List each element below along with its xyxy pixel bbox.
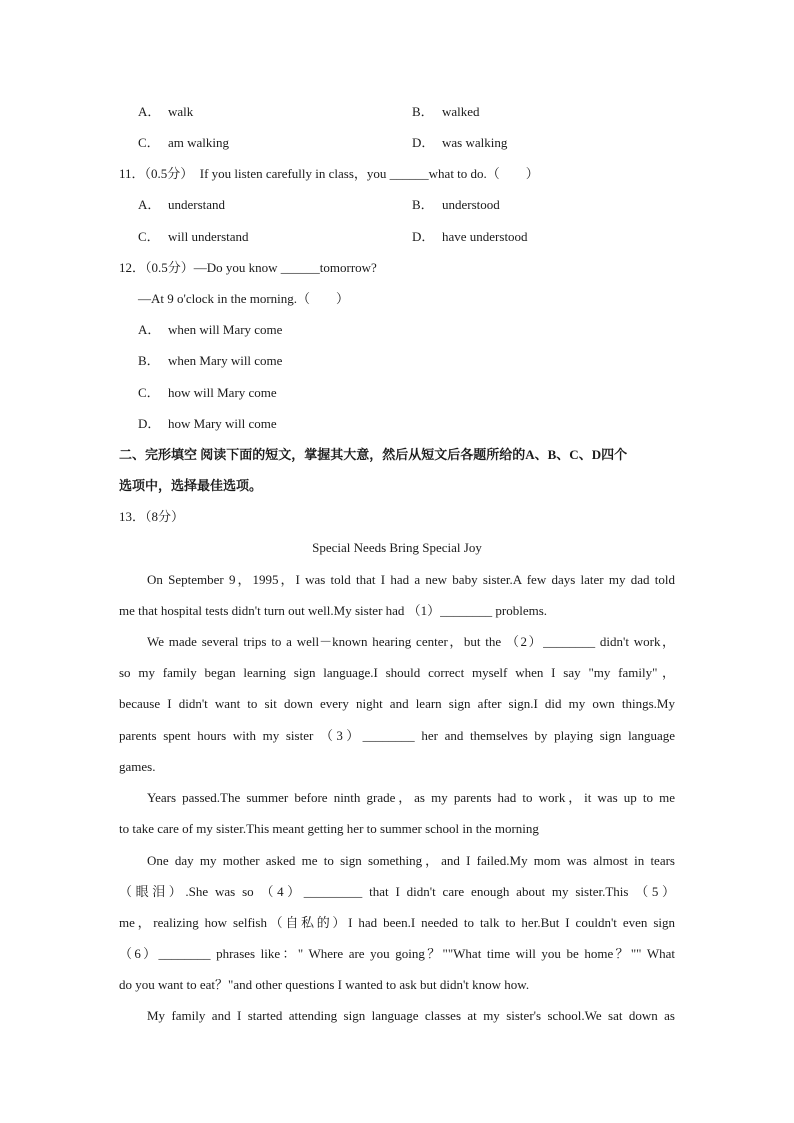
passage-line: because I didn't want to sit down every night and learn sign after sign.I did my own things.My <box>119 696 675 711</box>
passage-line: so my family began learning sign language.I should correct myself when I say "my family"， <box>119 665 675 680</box>
q10-option-c[interactable]: C． am walking <box>138 135 230 150</box>
q12-option-c[interactable]: C． how will Mary come <box>138 385 277 400</box>
q11-option-b[interactable]: B． understood <box>412 197 500 212</box>
passage-title: Special Needs Bring Special Joy <box>312 540 482 555</box>
q10-options-row-2 <box>138 133 698 153</box>
passage-line: Years passed.The summer before ninth grade，as my parents had to work，it was up to me <box>147 790 675 805</box>
passage-line: We made several trips to a well－known hearing center，but the （2）________ didn't work， <box>147 634 675 649</box>
q11-stem: 11．（0.5分） If you listen carefully in class，you ______what to do.（ ） <box>119 166 539 181</box>
q12-option-a[interactable]: A． when will Mary come <box>138 322 283 337</box>
section-heading-line-2: 选项中，选择最佳选项。 <box>119 478 263 493</box>
passage-line: My family and I started attending sign language classes at my sister's school.We sat down as <box>147 1008 675 1023</box>
passage-line: to take care of my sister.This meant getting her to summer school in the morning <box>119 821 539 836</box>
q13-label: 13．（8分） <box>119 509 185 524</box>
passage-line: me that hospital tests didn't turn out well.My sister had （1）________ problems. <box>119 603 548 618</box>
q11-option-a[interactable]: A． understand <box>138 197 226 212</box>
q12-stem-answer-line: —At 9 o'clock in the morning.（ ） <box>138 291 350 306</box>
q10-option-d[interactable]: D． was walking <box>412 135 508 150</box>
q12-stem: 12．（0.5分）—Do you know ______tomorrow? <box>119 260 377 275</box>
q12-option-d[interactable]: D． how Mary will come <box>138 416 277 431</box>
passage-line: do you want to eat？"and other questions I wanted to ask but didn't know how. <box>119 977 530 992</box>
q10-option-b[interactable]: B． walked <box>412 104 480 119</box>
passage-line: games. <box>119 759 156 774</box>
passage-line: On September 9，1995，I was told that I had a new baby sister.A few days later my dad told <box>147 572 675 587</box>
q11-option-d[interactable]: D． have understood <box>412 229 528 244</box>
q11-option-c[interactable]: C． will understand <box>138 229 249 244</box>
passage-line: One day my mother asked me to sign something，and I failed.My mom was almost in tears <box>147 853 675 868</box>
section-heading-line-1: 二、完形填空 阅读下面的短文，掌握其大意，然后从短文后各题所给的A、B、C、D四个 <box>119 447 628 462</box>
passage-line: （眼泪）.She was so （4）_________ that I didn't care enough about my sister.This （5） <box>119 884 675 899</box>
q12-option-b[interactable]: B． when Mary will come <box>138 353 283 368</box>
q11-options-row-1 <box>138 195 698 215</box>
passage-line: （6）________ phrases like：" Where are you going？""What time will you be home？"" What <box>119 946 675 961</box>
passage-line: me，realizing how selfish（自私的）I had been.I needed to talk to her.But I couldn't even sign <box>119 915 675 930</box>
passage-line: parents spent hours with my sister （3）________ her and themselves by playing sign language <box>119 728 675 743</box>
q10-option-a[interactable]: A． walk <box>138 104 194 119</box>
q10-options-row-1 <box>138 102 698 122</box>
q11-options-row-2 <box>138 227 698 247</box>
